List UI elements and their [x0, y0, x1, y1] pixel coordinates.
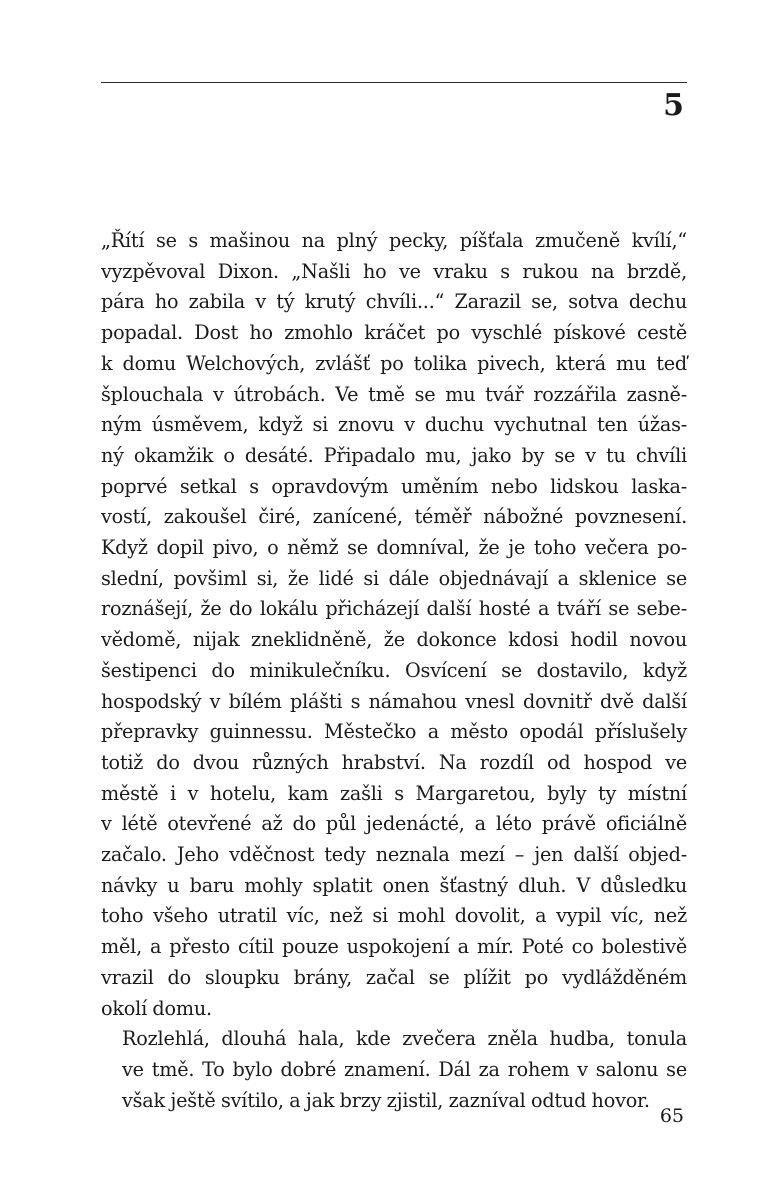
text-line: „Řítí se s mašinou na plný pecky, píšťala zmučeně kvílí,“: [101, 229, 687, 252]
text-line: vyzpěvoval Dixon. „Našli ho ve vraku s rukou na brzdě,: [101, 259, 687, 283]
text-line: roznášejí, že do lokálu přicházejí další hosté a tváří se sebe-: [101, 597, 687, 621]
text-line: ný okamžik o desáté. Připadalo mu, jako by se v tu chvíli: [101, 443, 687, 467]
text-line: návky u baru mohly splatit onen šťastný dluh. V důsledku: [101, 873, 687, 897]
text-line: v létě otevřené až do půl jedenácté, a léto právě oficiálně: [101, 812, 687, 836]
text-line: slední, povšiml si, že lidé si dále objednávají a sklenice se: [101, 566, 687, 590]
header-rule: [101, 82, 687, 83]
text-line: totiž do dvou různých hrabství. Na rozdíl od hospod ve: [101, 750, 687, 774]
text-line: však ještě svítilo, a jak brzy zjistil, zazníval odtud hovor.: [122, 1088, 650, 1112]
paragraph-1: [101, 226, 687, 1024]
page-number: 65: [659, 1105, 684, 1127]
body-text: [101, 226, 687, 1116]
text-line: přepravky guinnessu. Městečko a město opodál příslušely: [101, 720, 687, 744]
text-line: městě i v hotelu, kam zašli s Margaretou, byly ty místní: [101, 781, 687, 805]
text-line: šplouchala v útrobách. Ve tmě se mu tvář rozzářila zasně-: [101, 382, 687, 406]
text-line: začalo. Jeho vděčnost tedy neznala mezí – jen další objed-: [101, 843, 687, 867]
text-line: toho všeho utratil víc, než si mohl dovolit, a vypil víc, než: [101, 904, 687, 928]
paragraph-2: [101, 1024, 687, 1116]
text-line: pára ho zabila v tý krutý chvíli...“ Zarazil se, sotva dechu: [101, 290, 687, 314]
text-line: popadal. Dost ho zmohlo kráčet po vyschlé pískové cestě: [101, 321, 687, 345]
text-line: poprvé setkal s opravdovým uměním nebo lidskou laska-: [101, 474, 687, 498]
text-line: hospodský v bílém plášti s námahou vnesl dovnitř dvě další: [101, 689, 687, 713]
text-line: k domu Welchových, zvlášť po tolika pivech, která mu teď: [101, 351, 687, 375]
text-line: Když dopil pivo, o němž se domníval, že je toho večera po-: [101, 536, 687, 560]
text-line: vrazil do sloupku brány, začal se plížit po vydlážděném: [101, 965, 687, 989]
text-line: vostí, zakoušel čiré, zanícené, téměř nábožné povznesení.: [101, 505, 687, 529]
text-line: šestipenci do minikulečníku. Osvícení se dostavilo, když: [101, 658, 687, 682]
text-line: ným úsměvem, když si znovu v duchu vychutnal ten úžas-: [101, 413, 687, 437]
text-line: měl, a přesto cítil pouze uspokojení a mír. Poté co bolestivě: [101, 935, 687, 959]
chapter-number: 5: [663, 88, 684, 123]
text-line: ve tmě. To bylo dobré znamení. Dál za rohem v salonu se: [122, 1057, 687, 1081]
text-line: Rozlehlá, dlouhá hala, kde zvečera zněla hudba, tonula: [122, 1027, 687, 1051]
text-line: okolí domu.: [101, 996, 212, 1020]
text-line: vědomě, nijak zneklidněně, že dokonce kdosi hodil novou: [101, 628, 687, 652]
